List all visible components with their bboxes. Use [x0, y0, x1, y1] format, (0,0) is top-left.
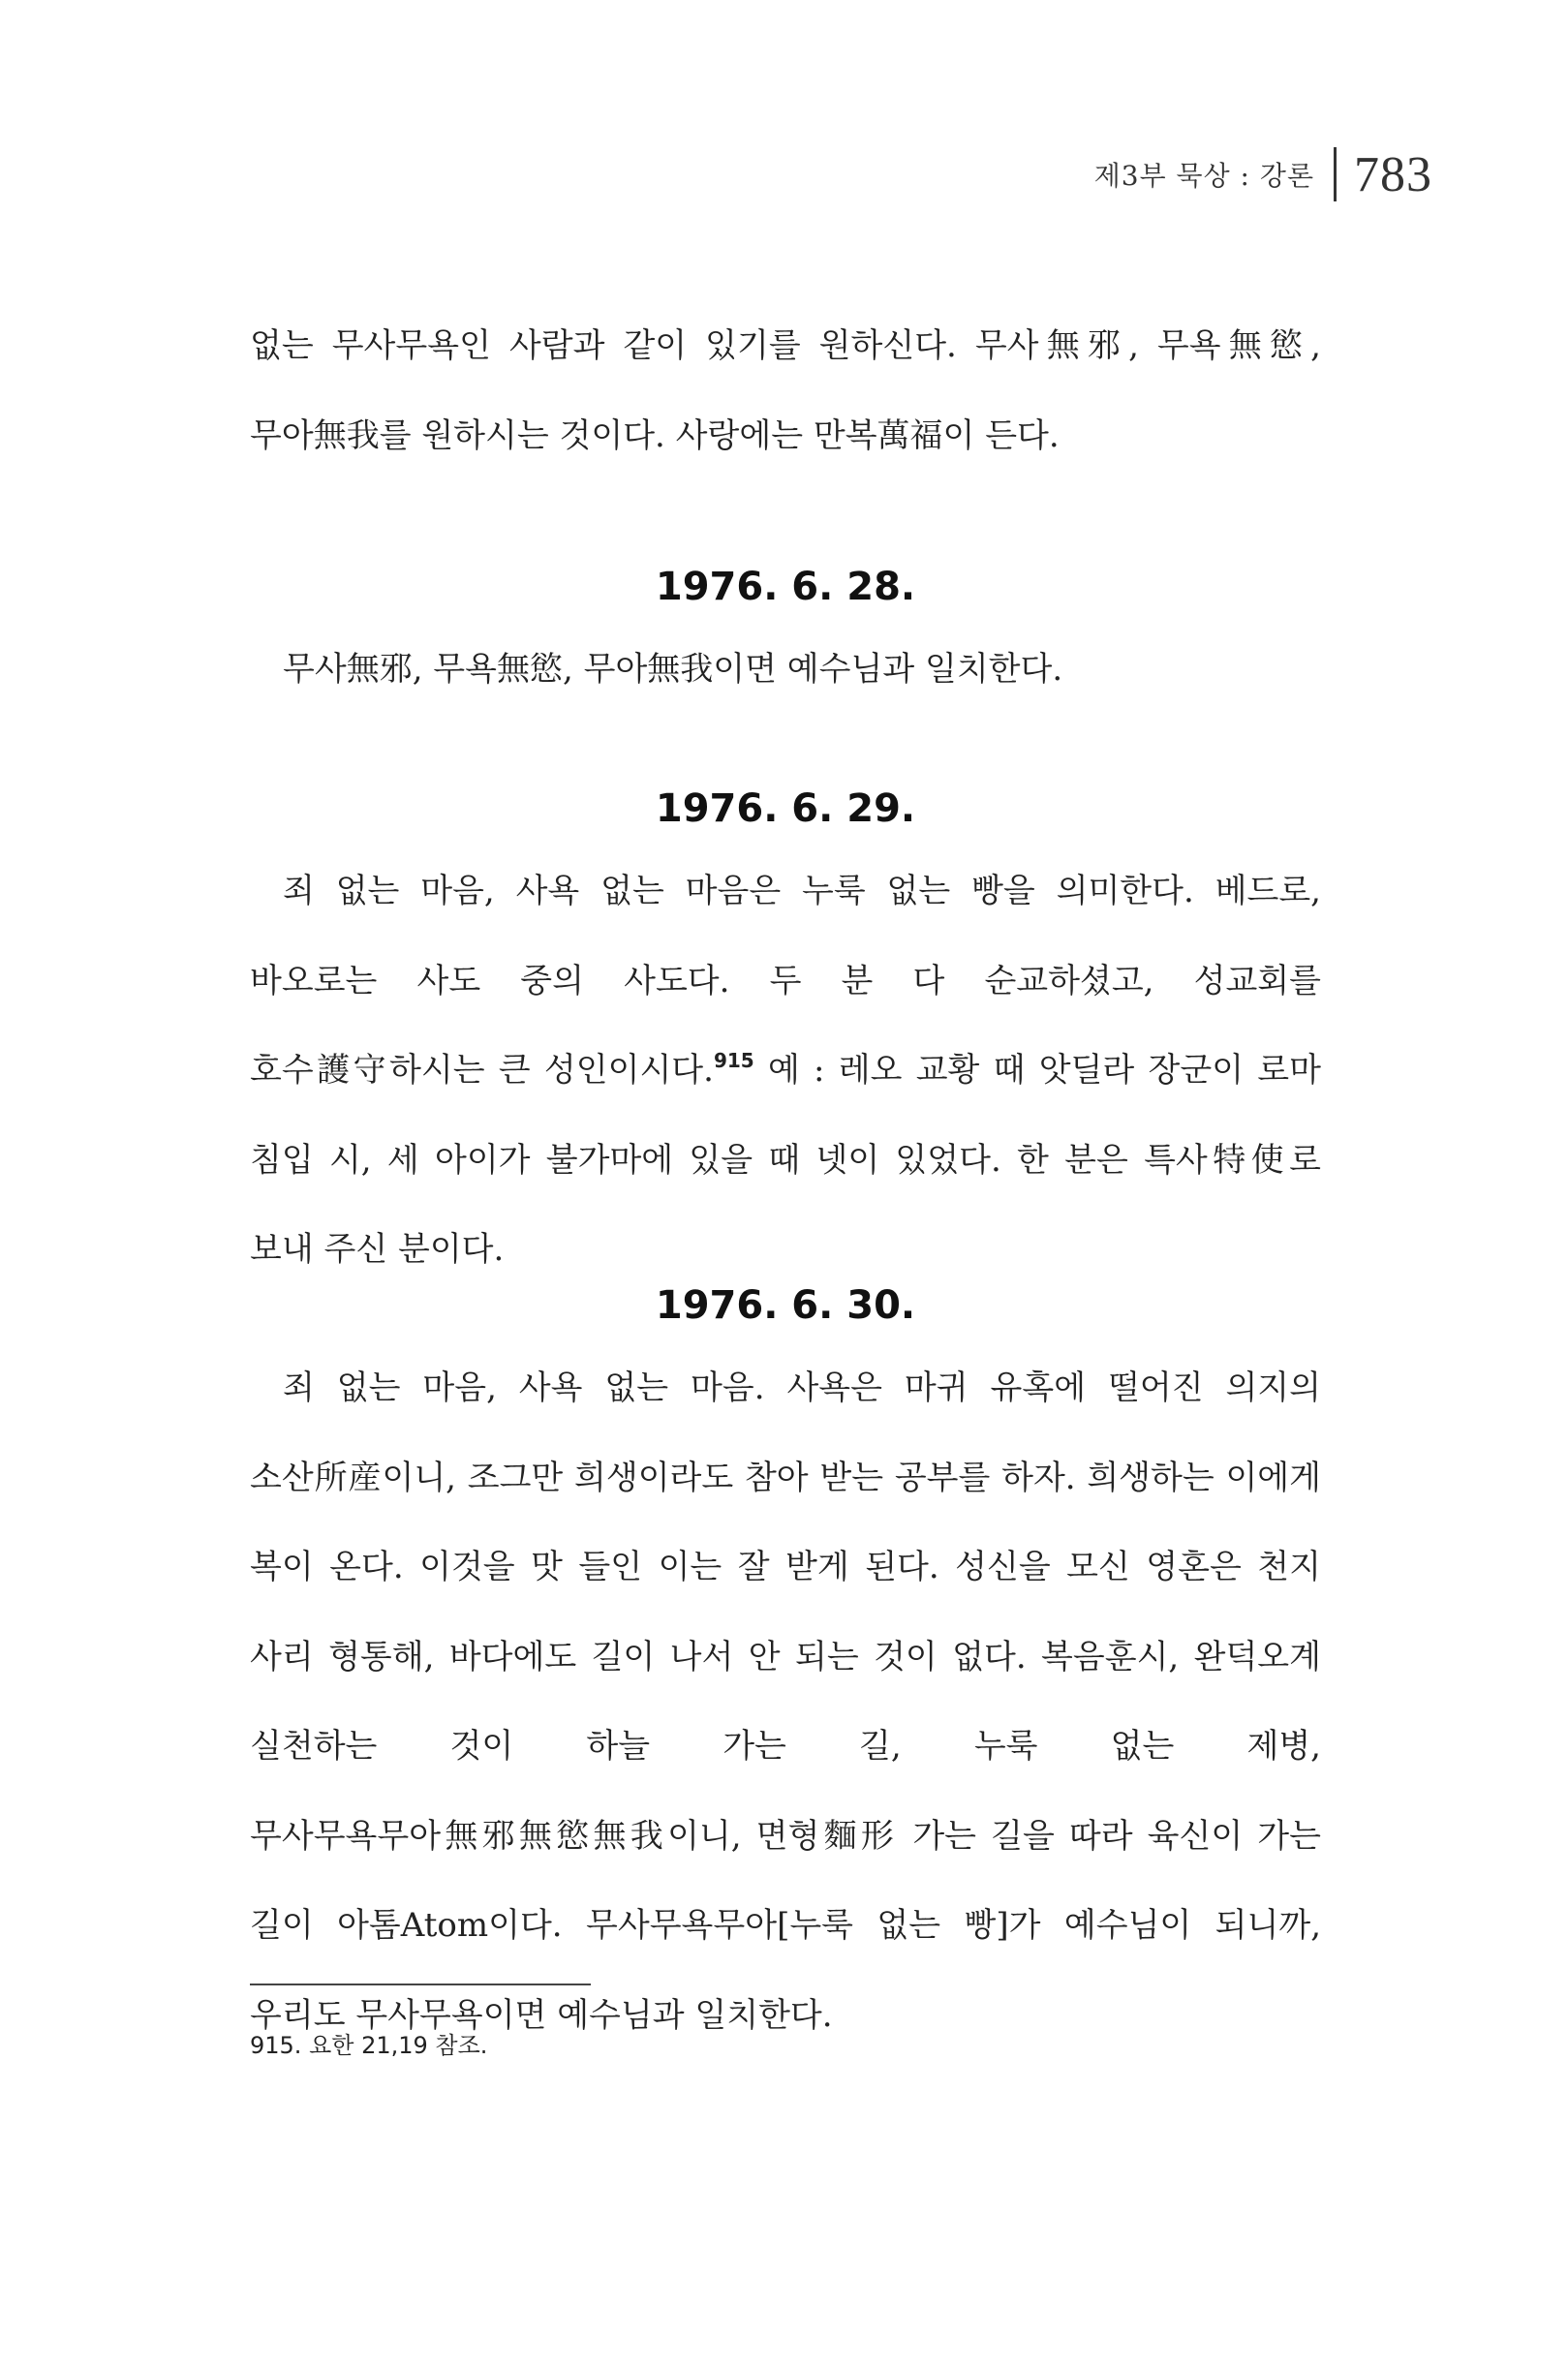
section-title: 제3부 묵상 : 강론: [1093, 160, 1314, 192]
entry-body: [250, 1343, 1321, 2060]
running-header: [1094, 140, 1432, 208]
entry-paragraph: [250, 846, 1321, 1295]
entry-date-heading: 1976. 6. 30.: [655, 1283, 916, 1328]
page-number: 783: [1354, 146, 1432, 202]
entry-text-part: 죄 없는 마음, 사욕 없는 마음은 누룩 없는 빵을 의미한다. 베드로, 바오로는 사도 중의 사도다. 두 분 다 순교하셨고, 성교회를 호수護守하시는 큰 성인이시다.: [250, 872, 1321, 1090]
entry-date-heading: 1976. 6. 28.: [655, 565, 916, 609]
intro-paragraph: 없는 무사무욕인 사람과 같이 있기를 원하신다. 무사無邪, 무욕無慾, 무아無我를 원하시는 것이다. 사랑에는 만복萬福이 든다.: [250, 326, 1321, 455]
footnote-divider: [250, 1984, 591, 1985]
entry-paragraph: 죄 없는 마음, 사욕 없는 마음. 사욕은 마귀 유혹에 떨어진 의지의 소산所産이니, 조그만 희생이라도 참아 받는 공부를 하자. 희생하는 이에게 복이 온다. 이것을 맛 들인 이는 잘 받게 된다. 성신을 모신 영혼은 천지 사리 형통해, 바다에도 길이 나서 안 되는 것이 없다. 복음훈시, 완덕오계 실천하는 것이 하늘 가는 길, 누룩 없는 제병, 무사무욕무아無邪無慾無我이니, 면형麵形 가는 길을 따라 육신이 가는 길이 아톰Atom이다. 무사무욕무아[누룩 없는 빵]가 예수님이 되니까, 우리도 무사무욕이면 예수님과 일치한다.: [250, 1369, 1321, 2035]
intro-block: [250, 301, 1321, 480]
footnote-reference: 915: [713, 1049, 754, 1072]
entry-body: [250, 846, 1321, 1295]
entry-paragraph: 무사無邪, 무욕無慾, 무아無我이면 예수님과 일치한다.: [283, 650, 1063, 689]
footnote: 915. 요한 21,19 참조.: [250, 2032, 488, 2059]
entry-text-part: 예 : 레오 교황 때 앗딜라 장군이 로마 침입 시, 세 아이가 불가마에 있을 때 넷이 있었다. 한 분은 특사特使로 보내 주신 분이다.: [250, 1051, 1321, 1269]
entry-body: [250, 625, 1321, 715]
header-divider: [1334, 147, 1337, 201]
entry-date-heading: 1976. 6. 29.: [655, 786, 916, 831]
